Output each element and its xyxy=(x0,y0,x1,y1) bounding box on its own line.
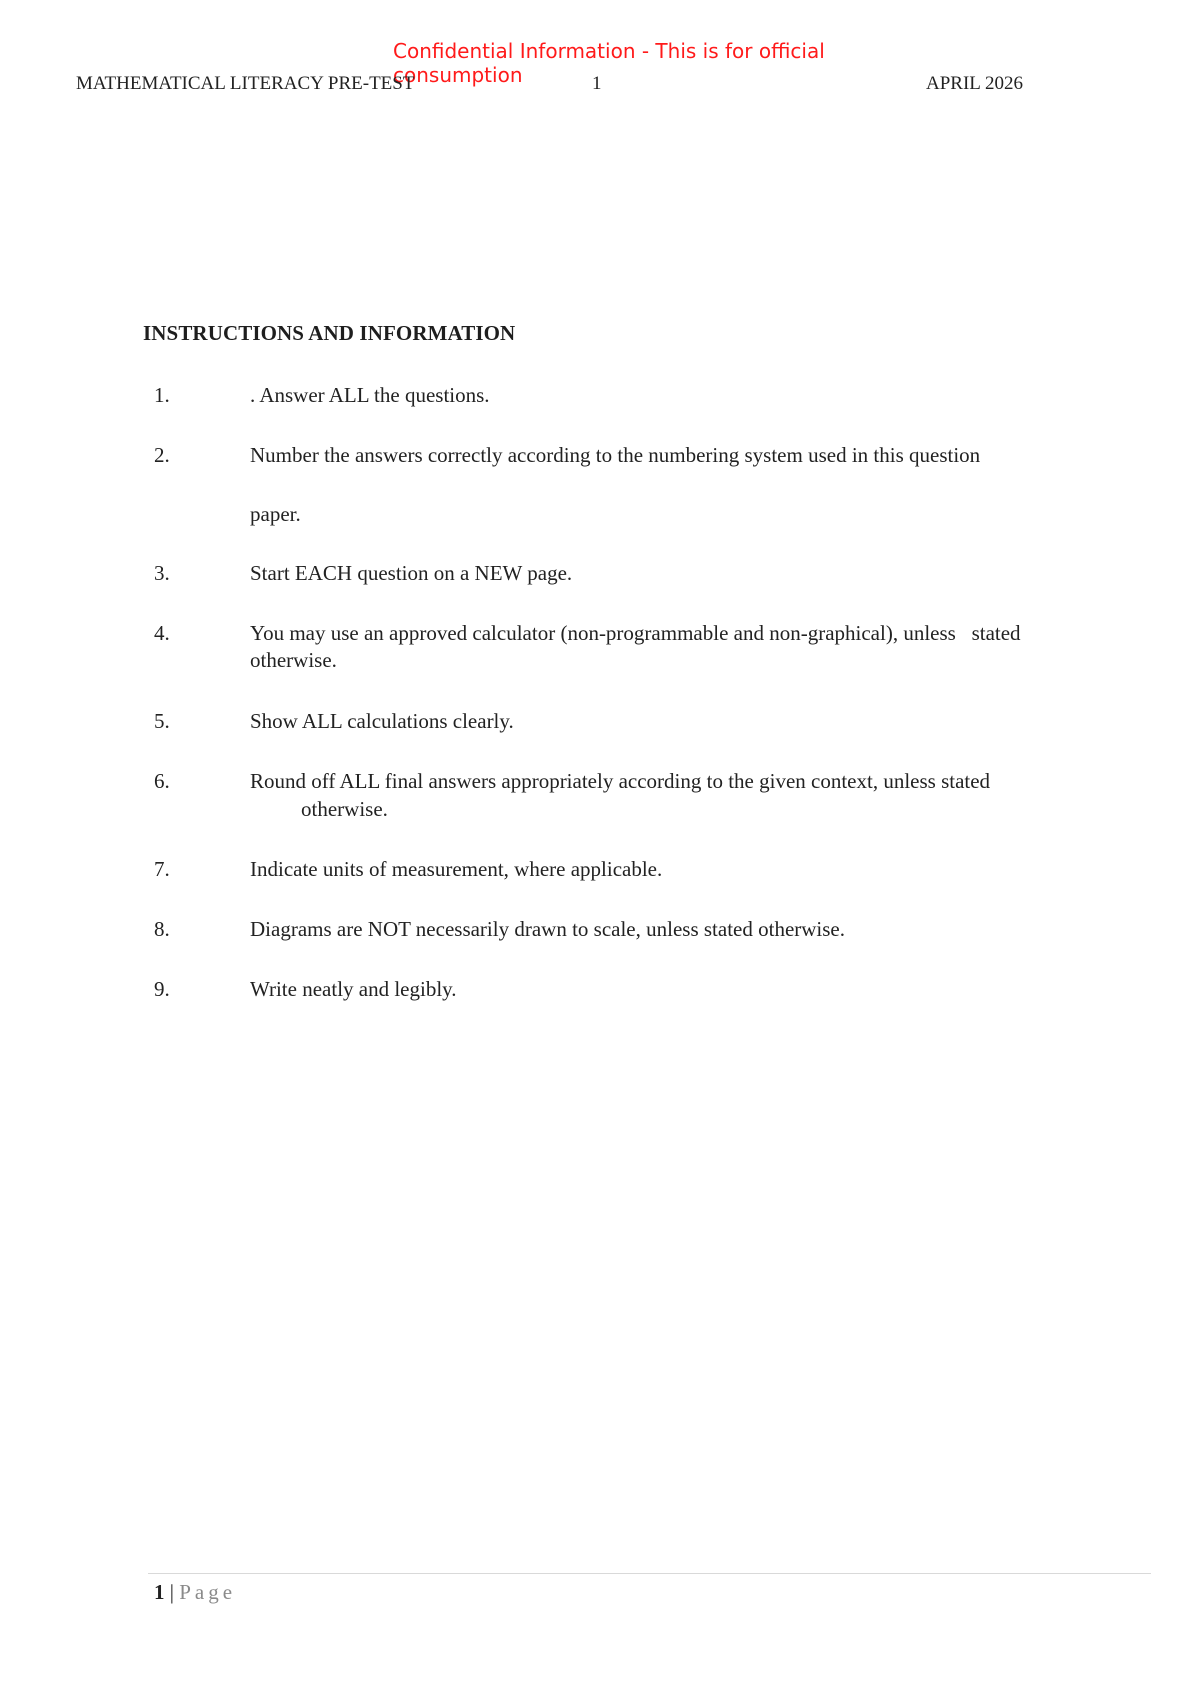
instruction-number: 2. xyxy=(154,443,170,467)
instruction-number: 8. xyxy=(154,917,170,941)
instruction-text: . Answer ALL the questions. xyxy=(250,383,490,407)
instruction-text: Number the answers correctly according to the numbering system used in this question xyxy=(250,443,981,467)
instruction-text: Round off ALL final answers appropriately according to the given context, unless stated xyxy=(250,769,991,793)
instruction-text-continued: otherwise. xyxy=(250,648,337,672)
footer-page-number: 1 xyxy=(154,1580,165,1604)
instruction-number: 3. xyxy=(154,561,170,585)
instruction-number: 7. xyxy=(154,857,170,881)
instruction-number: 5. xyxy=(154,709,170,733)
instruction-number: 9. xyxy=(154,977,170,1001)
section-heading: INSTRUCTIONS AND INFORMATION xyxy=(143,321,516,345)
instruction-text: Write neatly and legibly. xyxy=(250,977,457,1001)
confidential-notice: Confidential Information - This is for official consumption xyxy=(393,39,825,87)
instruction-text: Show ALL calculations clearly. xyxy=(250,709,514,733)
instruction-number: 4. xyxy=(154,621,170,645)
header-date: APRIL 2026 xyxy=(926,73,1023,94)
page-footer xyxy=(154,1578,236,1606)
instruction-number: 1. xyxy=(154,383,170,407)
instruction-text: Indicate units of measurement, where applicable. xyxy=(250,857,663,881)
instruction-text-continued: paper. xyxy=(250,502,301,526)
instruction-text: Diagrams are NOT necessarily drawn to scale, unless stated otherwise. xyxy=(250,917,846,941)
header-title: MATHEMATICAL LITERACY PRE-TEST xyxy=(76,73,415,94)
footer-separator: | xyxy=(169,1580,174,1604)
instruction-text-continued: otherwise. xyxy=(301,797,388,821)
header-page-number: 1 xyxy=(592,73,602,94)
footer-page-label: Page xyxy=(179,1580,237,1604)
footer-divider xyxy=(148,1573,1151,1574)
instruction-text: You may use an approved calculator (non-programmable and non-graphical), unless stated xyxy=(250,621,1021,645)
instruction-text: Start EACH question on a NEW page. xyxy=(250,561,573,585)
instruction-number: 6. xyxy=(154,769,170,793)
